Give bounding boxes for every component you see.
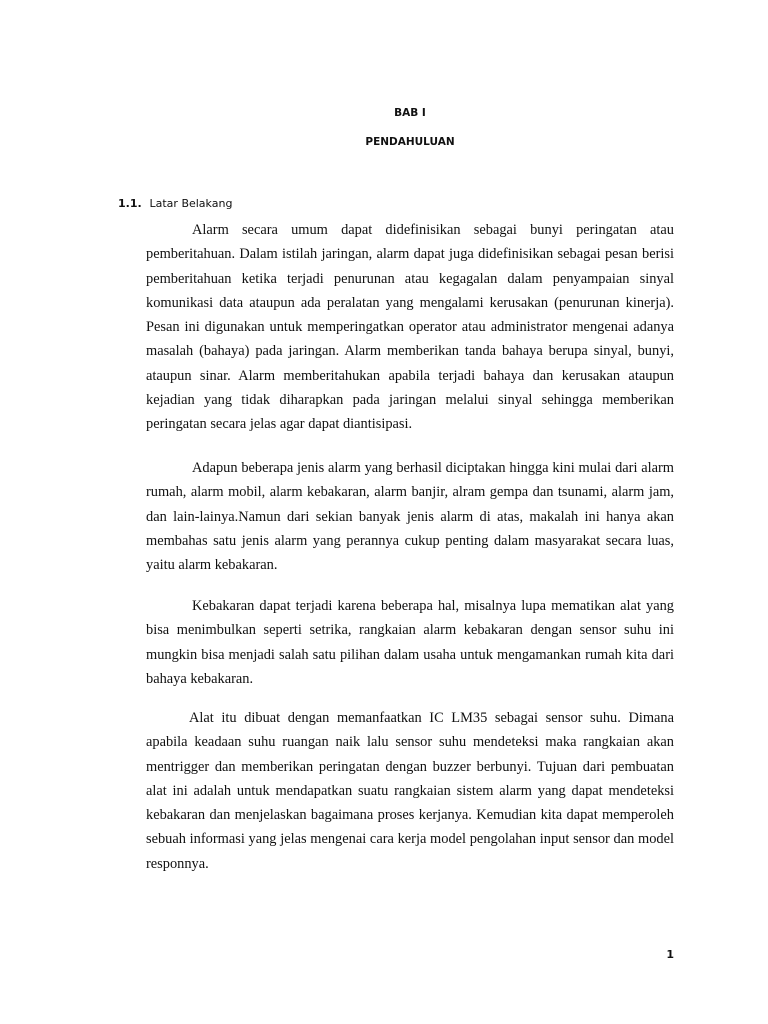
chapter-title: PENDAHULUAN (365, 136, 455, 148)
page-number: 1 (666, 948, 674, 961)
section-number: 1.1. (118, 197, 142, 210)
section-title: Latar Belakang (149, 197, 233, 210)
section-heading (118, 197, 232, 210)
paragraph-2: Adapun beberapa jenis alarm yang berhasil diciptakan hingga kini mulai dari alarm rumah, alarm mobil, alarm kebakaran, alarm banjir, alram gempa dan tsunami, alarm jam, dan lain-lainya.Namun dari sekian banyak jenis alarm di atas, makalah ini hanya akan membahas satu jenis alarm yang perannya cukup penting dalam masyarakat secara luas, yaitu alarm kebakaran. (146, 460, 674, 574)
chapter-number: BAB I (394, 107, 426, 119)
paragraph-4: Alat itu dibuat dengan memanfaatkan IC LM35 sebagai sensor suhu. Dimana apabila keadaan suhu ruangan naik lalu sensor suhu mendeteksi maka rangkaian akan mentrigger dan memberikan peringatan dengan buzzer berbunyi. Tujuan dari pembuatan alat ini adalah untuk mendapatkan suatu rangkaian sistem alarm yang dapat mendeteksi kebakaran dan menjelaskan bagaimana proses kerjanya. Kemudian kita dapat memperoleh sebuah informasi yang jelas mengenai cara kerja model pengolahan input sensor dan model responnya. (146, 710, 674, 872)
paragraph-3: Kebakaran dapat terjadi karena beberapa hal, misalnya lupa mematikan alat yang bisa menimbulkan seperti setrika, rangkaian alarm kebakaran dengan sensor suhu ini mungkin bisa menjadi salah satu pilihan dalam usaha untuk mengamankan rumah kita dari bahaya kebakaran. (146, 598, 674, 687)
paragraph-1: Alarm secara umum dapat didefinisikan sebagai bunyi peringatan atau pemberitahuan. Dalam istilah jaringan, alarm dapat juga didefinisikan sebagai pesan berisi pemberitahuan ketika terjadi penurunan atau kegagalan dalam penyampaian sinyal komunikasi data ataupun ada peralatan yang mengalami kerusakan (penurunan kinerja). Pesan ini digunakan untuk memperingatkan operator atau administrator mengenai adanya masalah (bahaya) pada jaringan. Alarm memberikan tanda bahaya berupa sinyal, bunyi, ataupun sinar. Alarm memberitahukan apabila terjadi bahaya dan kerusakan ataupun kejadian yang tidak diharapkan pada jaringan melalui sinyal sehingga memberikan peringatan secara jelas agar dapat diantisipasi. (146, 222, 674, 433)
